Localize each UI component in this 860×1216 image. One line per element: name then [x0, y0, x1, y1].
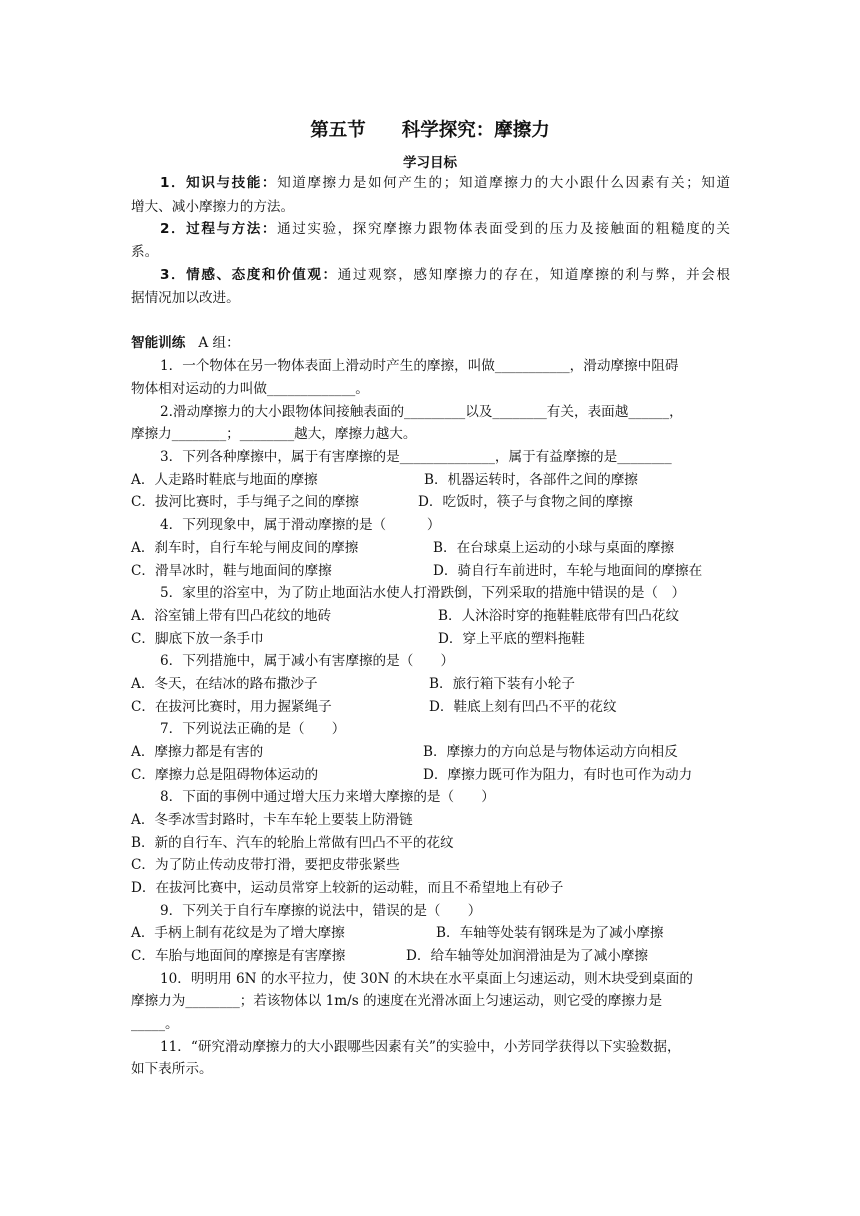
- option-d: D．吃饭时，筷子与食物之间的摩擦: [418, 494, 633, 510]
- section-number: 第五节: [310, 120, 366, 141]
- option-d: D．鞋底上刻有凹凸不平的花纹: [429, 699, 617, 715]
- question-10-cont-2: _____。: [131, 1016, 179, 1032]
- learning-goals-heading: 学习目标: [403, 155, 457, 171]
- question-7-options-ab: [131, 746, 731, 760]
- section-title: 科学探究：摩擦力: [401, 120, 550, 141]
- goal-3: 3．情感、态度和价值观：通过观察，感知摩擦力的存在，知道摩擦的利与弊，并会根: [160, 267, 731, 283]
- question-6-options-cd: [131, 701, 731, 715]
- option-a: A．浴室铺上带有凹凸花纹的地砖: [131, 608, 332, 624]
- question-6-options-ab: [131, 678, 731, 692]
- option-c: C．拔河比赛时，手与绳子之间的摩擦: [131, 494, 359, 510]
- goal-3-cont: 据情况加以改进。: [131, 290, 240, 306]
- goal-1-cont: 增大、减小摩擦力的方法。: [131, 199, 295, 215]
- goal-1: 1．知识与技能：知道摩擦力是如何产生的；知道摩擦力的大小跟什么因素有关；知道: [160, 175, 730, 191]
- question-6: 6．下列措施中，属于减小有害摩擦的是（ ）: [160, 653, 455, 669]
- option-d: D．给车轴等处加润滑油是为了减小摩擦: [406, 948, 648, 964]
- question-8-option-d: D．在拔河比赛中，运动员常穿上较新的运动鞋，而且不希望地上有砂子: [131, 880, 564, 896]
- question-7: 7．下列说法正确的是（ ）: [160, 721, 346, 737]
- option-b: B．机器运转时，各部件之间的摩擦: [424, 472, 638, 488]
- goal-2: 2．过程与方法：通过实验，探究摩擦力跟物体表面受到的压力及接触面的粗糙度的关: [160, 221, 730, 237]
- question-4: 4．下列现象中，属于滑动摩擦的是（ ）: [160, 517, 441, 533]
- training-heading: 智能训练 A 组：: [131, 335, 240, 351]
- question-1-cont: 物体相对运动的力叫做_____________。: [131, 381, 369, 397]
- question-10: 10．明明用 6N 的水平拉力，使 30N 的木块在水平桌面上匀速运动，则木块受到桌面的: [160, 971, 693, 987]
- option-b: B．车轴等处装有钢珠是为了减小摩擦: [436, 925, 664, 941]
- question-9-options-ab: [131, 927, 731, 941]
- option-b: B．人沐浴时穿的拖鞋鞋底带有凹凸花纹: [438, 608, 680, 624]
- page-title: [0, 116, 860, 142]
- question-3-options-cd: [131, 496, 731, 510]
- question-5-options-cd: [131, 633, 731, 647]
- question-9: 9．下列关于自行车摩擦的说法中，错误的是（ ）: [160, 903, 482, 919]
- question-8-option-b: B．新的自行车、汽车的轮胎上常做有凹凸不平的花纹: [131, 835, 454, 851]
- question-11-cont: 如下表所示。: [131, 1061, 213, 1077]
- option-c: C．在拔河比赛时，用力握紧绳子: [131, 699, 332, 715]
- option-a: A．冬天，在结冰的路布撒沙子: [131, 676, 318, 692]
- question-10-cont: 摩擦力为________；若该物体以 1m/s 的速度在光滑冰面上匀速运动，则它受的摩擦力是: [131, 993, 663, 1009]
- question-3-options-ab: [131, 474, 731, 488]
- option-b: B．摩擦力的方向总是与物体运动方向相反: [423, 744, 678, 760]
- option-a: A．摩擦力都是有害的: [131, 744, 264, 760]
- option-c: C．脚底下放一条手巾: [131, 631, 264, 647]
- option-a: A．手柄上制有花纹是为了增大摩擦: [131, 925, 345, 941]
- option-c: C．车胎与地面间的摩擦是有害摩擦: [131, 948, 346, 964]
- option-c: C．摩擦力总是阻碍物体运动的: [131, 767, 319, 783]
- option-a: A．人走路时鞋底与地面的摩擦: [131, 472, 318, 488]
- option-b: B．旅行箱下装有小轮子: [429, 676, 575, 692]
- question-8-option-c: C．为了防止传动皮带打滑，要把皮带张紧些: [131, 857, 400, 873]
- question-3: 3．下列各种摩擦中，属于有害摩擦的是______________，属于有益摩擦的是________: [160, 449, 672, 465]
- question-2-cont: 摩擦力________；________越大，摩擦力越大。: [131, 426, 417, 442]
- question-5-options-ab: [131, 610, 731, 624]
- question-8: 8．下面的事例中通过增大压力来增大摩擦的是（ ）: [160, 789, 495, 805]
- question-2: 2.滑动摩擦力的大小跟物体间接触表面的_________以及________有关，表面越______，: [160, 404, 683, 420]
- question-9-options-cd: [131, 950, 731, 964]
- option-d: D．穿上平底的塑料拖鞋: [438, 631, 585, 647]
- goal-2-cont: 系。: [131, 244, 159, 260]
- question-4-options-ab: [131, 542, 731, 556]
- question-11: 11．“研究滑动摩擦力的大小跟哪些因素有关”的实验中，小芳同学获得以下实验数据，: [160, 1039, 681, 1055]
- option-c: C．滑旱冰时，鞋与地面间的摩擦: [131, 563, 332, 579]
- question-4-options-cd: [131, 565, 731, 579]
- question-8-option-a: A．冬季冰雪封路时，卡车车轮上要装上防滑链: [131, 812, 413, 828]
- question-1: 1．一个物体在另一物体表面上滑动时产生的摩擦，叫做___________，滑动摩擦中阻碍: [160, 358, 679, 374]
- question-5: 5．家里的浴室中，为了防止地面沾水使人打滑跌倒，下列采取的措施中错误的是（ ）: [160, 585, 686, 601]
- option-d: D．摩擦力既可作为阻力，有时也可作为动力: [423, 767, 693, 783]
- option-b: B．在台球桌上运动的小球与桌面的摩擦: [433, 540, 675, 556]
- option-a: A．刹车时，自行车轮与闸皮间的摩擦: [131, 540, 359, 556]
- question-7-options-cd: [131, 769, 731, 783]
- option-d: D．骑自行车前进时，车轮与地面间的摩擦在: [433, 563, 703, 579]
